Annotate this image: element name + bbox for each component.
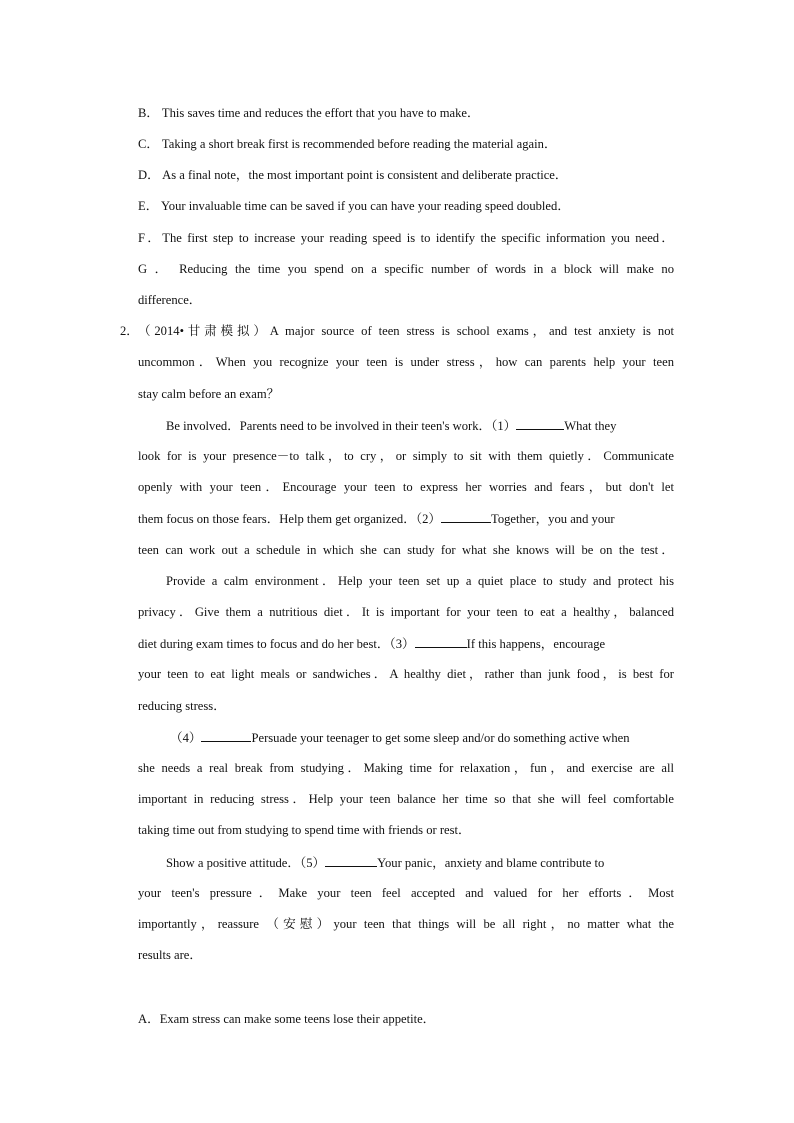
paragraph-line: them focus on those fears．Help them get organized．（2） Together，you and your <box>138 512 615 526</box>
paragraph-line: Show a positive attitude．（5） Your panic，anxiety and blame contribute to <box>166 856 605 870</box>
paragraph-line: （4） Persuade your teenager to get some sleep and/or do something active when <box>170 731 630 745</box>
paragraph-line: she needs a real break from studying．Making time for relaxation，fun，and exercise are all <box>138 761 674 775</box>
blank-2[interactable] <box>441 510 491 523</box>
paragraph-line: importantly，reassure （安慰）your teen that things will be all right，no matter what the <box>138 917 674 931</box>
option-a: A．Exam stress can make some teens lose their appetite． <box>138 1012 436 1026</box>
paragraph-line: your teen to eat light meals or sandwiches．A healthy diet，rather than junk food，is best for <box>138 667 674 681</box>
paragraph-line: results are． <box>138 948 202 962</box>
paragraph-line: reducing stress． <box>138 699 226 713</box>
option-g-continued: difference． <box>138 293 202 307</box>
paragraph-line: your teen's pressure．Make your teen feel accepted and valued for her efforts．Most <box>138 886 674 900</box>
blank-5[interactable] <box>325 854 377 867</box>
paragraph-line: important in reducing stress．Help your teen balance her time so that she will feel comfortable <box>138 792 674 806</box>
blank-1[interactable] <box>516 417 564 430</box>
option-f: F．The first step to increase your reading speed is to identify the specific information you need． <box>138 231 674 245</box>
blank-3[interactable] <box>415 635 467 648</box>
paragraph-line: Be involved．Parents need to be involved in their teen's work．（1） What they <box>166 419 617 433</box>
question-intro-line: stay calm before an exam？ <box>138 387 280 401</box>
question-number: 2． <box>120 324 139 338</box>
option-b: B． This saves time and reduces the effort that you have to make． <box>138 106 480 120</box>
paragraph-line: privacy．Give them a nutritious diet．It is important for your teen to eat a healthy，balanced <box>138 605 674 619</box>
paragraph-line: look for is your presence－to talk，to cry，or simply to sit with them quietly．Communicate <box>138 449 674 463</box>
blank-4[interactable] <box>201 729 251 742</box>
paragraph-line: teen can work out a schedule in which she can study for what she knows will be on the test． <box>138 543 674 557</box>
paragraph-line: diet during exam times to focus and do her best．（3） If this happens，encourage <box>138 637 606 651</box>
option-c: C． Taking a short break first is recommended before reading the material again． <box>138 137 557 151</box>
paragraph-line: taking time out from studying to spend time with friends or rest． <box>138 823 471 837</box>
question-intro-line: （2014•甘肃模拟）A major source of teen stress is school exams，and test anxiety is not <box>138 324 674 338</box>
question-intro-line: uncommon．When you recognize your teen is under stress，how can parents help your teen <box>138 355 674 369</box>
paragraph-line: Provide a calm environment．Help your teen set up a quiet place to study and protect his <box>166 574 674 588</box>
option-e: E． Your invaluable time can be saved if you can have your reading speed doubled． <box>138 199 570 213</box>
option-d: D． As a final note，the most important point is consistent and deliberate practice． <box>138 168 568 182</box>
option-g: G ． Reducing the time you spend on a specific number of words in a block will make no <box>138 262 674 276</box>
paragraph-line: openly with your teen．Encourage your teen to express her worries and fears，but don't let <box>138 480 674 494</box>
